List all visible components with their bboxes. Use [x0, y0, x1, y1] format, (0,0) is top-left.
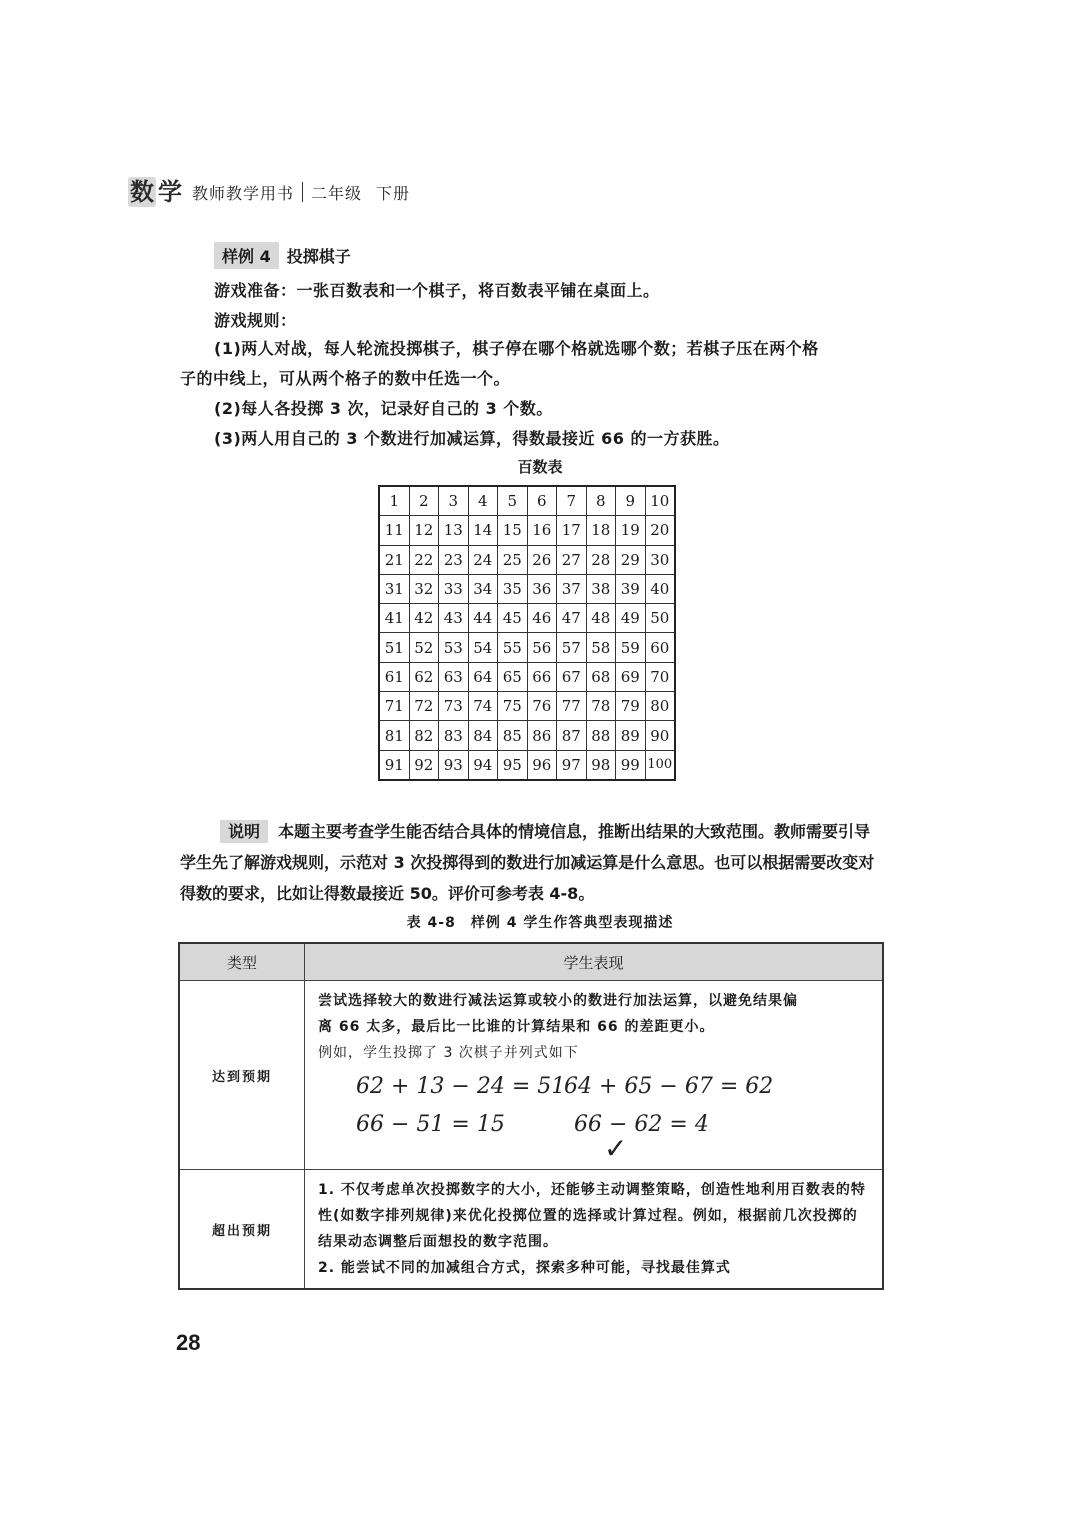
hundred-cell: 95 — [498, 750, 528, 780]
hundred-cell: 30 — [645, 545, 675, 574]
hundred-cell: 71 — [379, 692, 409, 721]
hundred-cell: 80 — [645, 692, 675, 721]
equation-3: 64 + 65 − 67 = 62 — [564, 1074, 774, 1099]
grade-label: 二年级 — [311, 183, 363, 203]
table-row — [179, 1170, 883, 1290]
hundred-cell: 72 — [409, 692, 439, 721]
hundred-cell: 38 — [586, 574, 616, 603]
hundred-cell: 78 — [586, 692, 616, 721]
hundred-cell: 6 — [527, 486, 557, 516]
hundred-cell: 43 — [439, 604, 469, 633]
page-number: 28 — [176, 1330, 201, 1355]
hundred-cell: 64 — [468, 662, 498, 691]
math-logo — [128, 177, 184, 207]
hundred-cell: 55 — [498, 633, 528, 662]
table-row — [379, 516, 675, 545]
hundred-cell: 5 — [498, 486, 528, 516]
hundred-cell: 81 — [379, 721, 409, 750]
hundred-cell: 67 — [557, 662, 587, 691]
example-title: 投掷棋子 — [286, 247, 351, 266]
hundred-cell: 8 — [586, 486, 616, 516]
table-row — [379, 486, 675, 516]
row1-line-2: 离 66 太多，最后比一比谁的计算结果和 66 的差距更小。 — [318, 1019, 715, 1035]
table-row — [379, 662, 675, 691]
hundred-cell: 36 — [527, 574, 557, 603]
performance-table — [178, 942, 884, 1290]
hundred-cell: 69 — [616, 662, 646, 691]
hundred-cell: 53 — [439, 633, 469, 662]
hundred-cell: 7 — [557, 486, 587, 516]
type-exceeds-expectation: 超出预期 — [179, 1170, 305, 1290]
hundred-cell: 57 — [557, 633, 587, 662]
hundred-cell: 86 — [527, 721, 557, 750]
note-text: 本题主要考查学生能否结合具体的情境信息，推断出结果的大致范围。教师需要引导学生先了解游戏规则，示范对 3 次投掷得到的数进行加减运算是什么意思。也可以根据需要改变对得数的要求，比如让得数最接近 50。评价可参考表 4-8。 — [180, 822, 875, 903]
hundred-cell: 15 — [498, 516, 528, 545]
hundred-cell: 93 — [439, 750, 469, 780]
handwritten-equations — [306, 1072, 881, 1168]
hundred-cell: 25 — [498, 545, 528, 574]
equation-2: 66 − 51 = 15 — [356, 1112, 505, 1137]
equation-1: 62 + 13 − 24 = 51 — [356, 1074, 566, 1099]
hundred-cell: 32 — [409, 574, 439, 603]
hundred-cell: 74 — [468, 692, 498, 721]
rule-3: (3)两人用自己的 3 个数进行加减运算，得数最接近 66 的一方获胜。 — [214, 429, 730, 448]
hundred-cell: 49 — [616, 604, 646, 633]
hundred-cell: 41 — [379, 604, 409, 633]
hundred-cell: 14 — [468, 516, 498, 545]
hundred-cell: 45 — [498, 604, 528, 633]
hundred-cell: 89 — [616, 721, 646, 750]
hundred-cell: 29 — [616, 545, 646, 574]
hundred-cell: 3 — [439, 486, 469, 516]
hundred-cell: 99 — [616, 750, 646, 780]
hundred-cell: 98 — [586, 750, 616, 780]
table-header-row — [179, 943, 883, 981]
hundred-cell: 76 — [527, 692, 557, 721]
game-rules-2-3 — [214, 394, 894, 454]
hundred-table — [378, 485, 676, 781]
row2-item-1: 1. 不仅考虑单次投掷数字的大小，还能够主动调整策略，创造性地利用百数表的特性(如数字排列规律)来优化投掷位置的选择或计算过程。例如，根据前几次投掷的结果动态调整后面想投的数字范围。 — [318, 1182, 866, 1250]
game-rules-cont — [180, 364, 890, 394]
game-prep — [214, 276, 660, 336]
equation-4: 66 − 62 = 4 — [574, 1112, 709, 1137]
note-paragraph — [180, 816, 886, 909]
example-heading — [214, 242, 351, 269]
hundred-cell: 18 — [586, 516, 616, 545]
hundred-cell: 73 — [439, 692, 469, 721]
hundred-cell: 79 — [616, 692, 646, 721]
hundred-cell: 75 — [498, 692, 528, 721]
hundred-cell: 70 — [645, 662, 675, 691]
hundred-cell: 65 — [498, 662, 528, 691]
hundred-cell: 59 — [616, 633, 646, 662]
rule-1-line-2: 子的中线上，可从两个格子的数中任选一个。 — [180, 369, 511, 388]
hundred-cell: 77 — [557, 692, 587, 721]
table-caption: 表 4-8 样例 4 学生作答典型表现描述 — [406, 915, 674, 931]
hundred-cell: 96 — [527, 750, 557, 780]
hundred-cell: 90 — [645, 721, 675, 750]
hundred-cell: 27 — [557, 545, 587, 574]
hundred-cell: 97 — [557, 750, 587, 780]
hundred-cell: 92 — [409, 750, 439, 780]
performance-text — [306, 1171, 881, 1287]
hundred-cell: 11 — [379, 516, 409, 545]
table-row — [379, 545, 675, 574]
hundred-cell: 88 — [586, 721, 616, 750]
hundred-cell: 16 — [527, 516, 557, 545]
hundred-cell: 40 — [645, 574, 675, 603]
row1-line-1: 尝试选择较大的数进行减法运算或较小的数进行加法运算，以避免结果偏 — [318, 993, 798, 1009]
hundred-cell: 58 — [586, 633, 616, 662]
hundred-cell: 87 — [557, 721, 587, 750]
hundred-cell: 39 — [616, 574, 646, 603]
hundred-cell: 51 — [379, 633, 409, 662]
rule-2: (2)每人各投掷 3 次，记录好自己的 3 个数。 — [214, 399, 553, 418]
hundred-cell: 47 — [557, 604, 587, 633]
hundred-cell: 4 — [468, 486, 498, 516]
check-mark-icon: ✓ — [604, 1132, 628, 1165]
table-row — [379, 750, 675, 780]
hundred-cell: 82 — [409, 721, 439, 750]
header-type: 类型 — [179, 943, 305, 981]
hundred-cell: 31 — [379, 574, 409, 603]
hundred-cell: 20 — [645, 516, 675, 545]
table-row — [379, 721, 675, 750]
hundred-cell: 13 — [439, 516, 469, 545]
performance-cell — [305, 1170, 884, 1290]
hundred-cell: 100 — [645, 750, 675, 780]
hundred-cell: 2 — [409, 486, 439, 516]
hundred-cell: 44 — [468, 604, 498, 633]
game-rules — [214, 334, 894, 364]
hundred-cell: 83 — [439, 721, 469, 750]
hundred-cell: 37 — [557, 574, 587, 603]
hundred-cell: 19 — [616, 516, 646, 545]
rules-label: 游戏规则： — [214, 311, 297, 330]
row2-item-2: 2. 能尝试不同的加减组合方式，探索多种可能，寻找最佳算式 — [318, 1260, 731, 1276]
hundred-cell: 21 — [379, 545, 409, 574]
volume-label: 下册 — [376, 183, 411, 203]
table-row — [379, 692, 675, 721]
performance-text — [306, 982, 881, 1072]
book-title: 教师教学用书 — [192, 183, 295, 203]
hundred-cell: 94 — [468, 750, 498, 780]
logo-char-2: 学 — [158, 177, 182, 206]
hundred-cell: 12 — [409, 516, 439, 545]
hundred-cell: 1 — [379, 486, 409, 516]
hundred-cell: 23 — [439, 545, 469, 574]
header-divider — [302, 182, 303, 202]
hundred-cell: 9 — [616, 486, 646, 516]
hundred-cell: 24 — [468, 545, 498, 574]
hundred-cell: 48 — [586, 604, 616, 633]
hundred-cell: 50 — [645, 604, 675, 633]
hundred-cell: 46 — [527, 604, 557, 633]
rule-1-line-1: (1)两人对战，每人轮流投掷棋子，棋子停在哪个格就选哪个数；若棋子压在两个格 — [214, 339, 819, 358]
example-tag: 样例 4 — [214, 242, 279, 269]
table-row — [379, 633, 675, 662]
table-row — [379, 604, 675, 633]
hundred-cell: 17 — [557, 516, 587, 545]
running-header — [128, 174, 410, 210]
hundred-cell: 84 — [468, 721, 498, 750]
hundred-cell: 62 — [409, 662, 439, 691]
table-row — [379, 574, 675, 603]
note-tag: 说明 — [220, 820, 268, 843]
hundred-cell: 61 — [379, 662, 409, 691]
hundred-cell: 91 — [379, 750, 409, 780]
hundred-cell: 63 — [439, 662, 469, 691]
hundred-cell: 28 — [586, 545, 616, 574]
hundred-cell: 66 — [527, 662, 557, 691]
prep-text: 游戏准备：一张百数表和一个棋子，将百数表平铺在桌面上。 — [214, 281, 660, 300]
type-meets-expectation: 达到预期 — [179, 981, 305, 1170]
hundred-table-title: 百数表 — [517, 458, 563, 476]
logo-char-1: 数 — [130, 177, 154, 206]
performance-cell — [305, 981, 884, 1170]
hundred-cell: 52 — [409, 633, 439, 662]
hundred-cell: 68 — [586, 662, 616, 691]
hundred-cell: 10 — [645, 486, 675, 516]
table-row — [179, 981, 883, 1170]
hundred-cell: 34 — [468, 574, 498, 603]
hundred-cell: 33 — [439, 574, 469, 603]
hundred-cell: 85 — [498, 721, 528, 750]
header-performance: 学生表现 — [305, 943, 884, 981]
hundred-cell: 56 — [527, 633, 557, 662]
hundred-cell: 22 — [409, 545, 439, 574]
row1-line-3: 例如，学生投掷了 3 次棋子并列式如下 — [318, 1045, 579, 1061]
hundred-cell: 26 — [527, 545, 557, 574]
hundred-cell: 35 — [498, 574, 528, 603]
hundred-cell: 42 — [409, 604, 439, 633]
hundred-cell: 60 — [645, 633, 675, 662]
hundred-cell: 54 — [468, 633, 498, 662]
